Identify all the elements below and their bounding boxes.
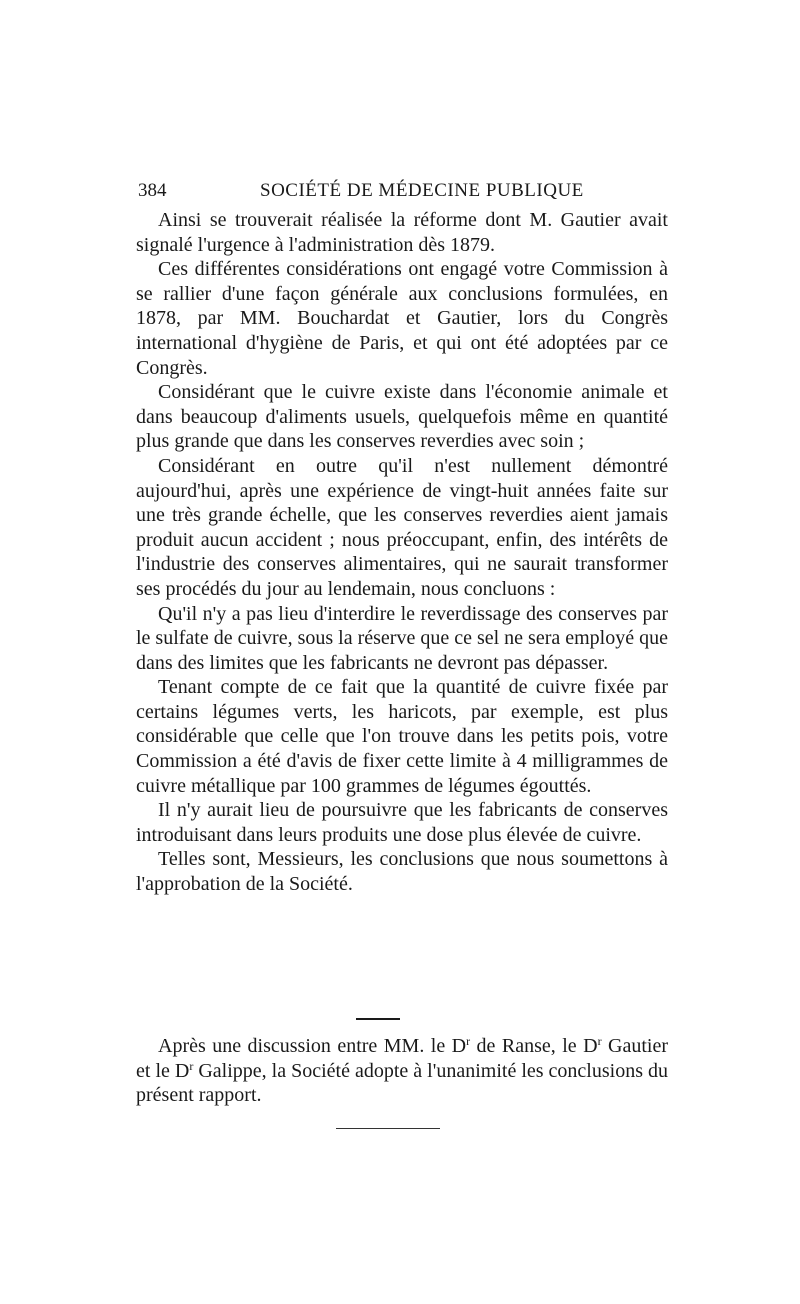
page-number: 384 xyxy=(138,180,167,201)
discussion-text-part: Après une discussion entre MM. le D xyxy=(158,1035,467,1057)
paragraph: Il n'y aurait lieu de poursuivre que les fabricants de conserves introduisant dans leurs produits une dose plus élevée de cuivre. xyxy=(136,799,668,846)
superscript: r xyxy=(597,1034,602,1048)
discussion-paragraph xyxy=(136,1034,668,1108)
running-title: SOCIÉTÉ DE MÉDECINE PUBLIQUE xyxy=(260,180,584,201)
paragraph: Considérant que le cuivre existe dans l'économie animale et dans beaucoup d'aliments usuels, quelquefois même en quantité plus grande que dans les conserves reverdies avec soin ; xyxy=(136,381,668,453)
discussion-text-part: Galippe, la Société adopte à l'unanimité les conclusions du présent rapport. xyxy=(136,1059,668,1107)
report-body xyxy=(136,208,668,897)
discussion-text-part: Gautier et le D xyxy=(136,1035,668,1082)
paragraph: Telles sont, Messieurs, les conclusions que nous soumettons à l'approbation de la Société. xyxy=(136,848,668,896)
paragraph: Ainsi se trouverait réalisée la réforme dont M. Gautier avait signalé l'urgence à l'administration dès 1879. xyxy=(136,209,668,256)
page-header xyxy=(138,178,668,204)
end-rule xyxy=(336,1128,440,1129)
paragraph: Qu'il n'y a pas lieu d'interdire le reverdissage des conserves par le sulfate de cuivre, sous la réserve que ce sel ne sera employé que dans des limites que les fabricants ne devront pas dépasser. xyxy=(136,602,668,674)
discussion-text xyxy=(136,1034,668,1108)
paragraph: Ces différentes considérations ont engagé votre Commission à se rallier d'une façon générale aux conclusions formulées, en 1878, par MM. Bouchardat et Gautier, lors du Congrès international d'hygiène de Paris, et qui ont été adoptées par ce Congrès. xyxy=(136,258,668,379)
superscript: r xyxy=(466,1034,471,1048)
section-divider xyxy=(356,1018,400,1020)
discussion-text-part: de Ranse, le D xyxy=(470,1035,598,1057)
paragraph: Tenant compte de ce fait que la quantité de cuivre fixée par certains légumes verts, les haricots, par exemple, est plus considérable que celle que l'on trouve dans les petits pois, votre Commission a été d'avis de fixer cette limite à 4 milligrammes de cuivre métallique par 100 grammes de légumes égouttés. xyxy=(136,676,668,797)
superscript: r xyxy=(189,1058,194,1073)
paragraph: Considérant en outre qu'il n'est nullement démontré aujourd'hui, après une expérience de vingt-huit années faite sur une très grande échelle, que les conserves reverdies aient jamais produit aucun accident ; nous préoccupant, enfin, des intérêts de l'industrie des conserves alimentaires, qui ne saurait transformer ses procédés du jour au lendemain, nous concluons : xyxy=(136,454,668,600)
